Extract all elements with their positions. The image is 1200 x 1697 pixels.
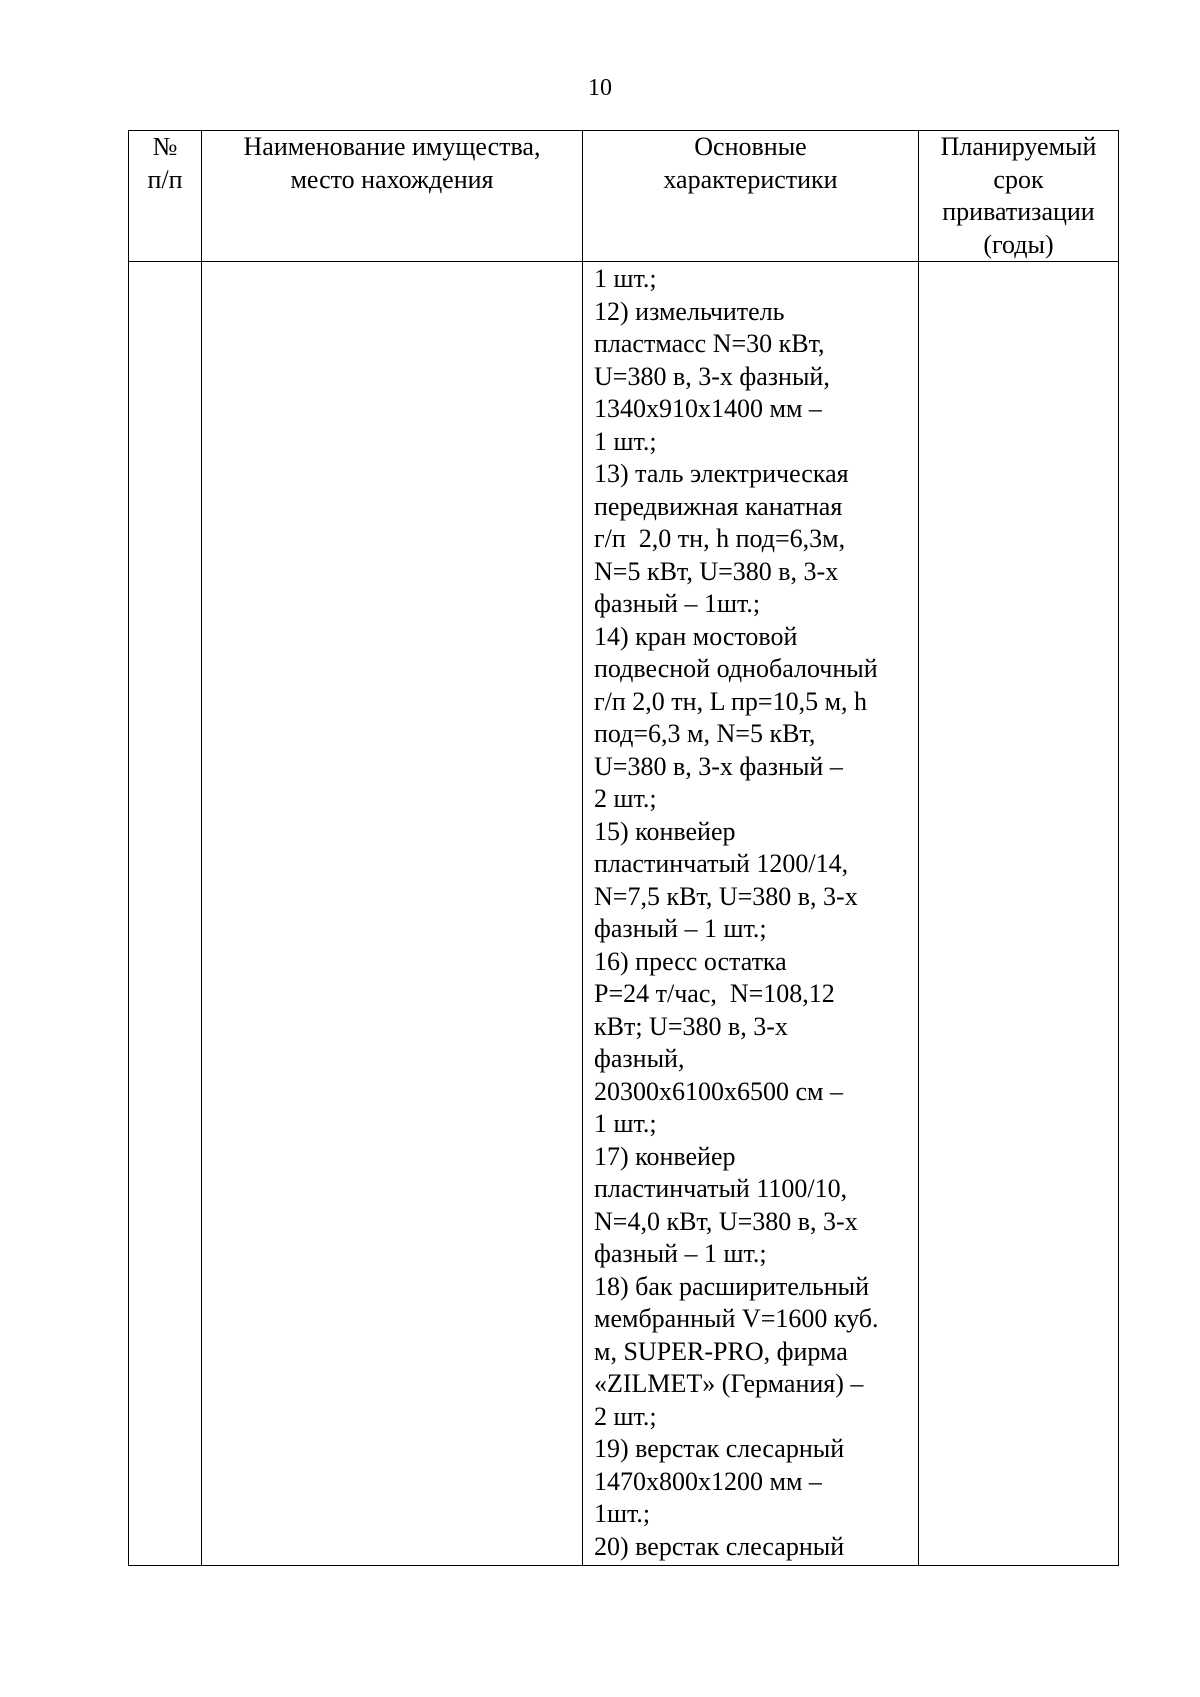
characteristics-line: пластинчатый 1200/14, [594,849,849,878]
characteristics-line: 1 шт.; [594,1109,657,1138]
characteristics-line: U=380 в, 3-х фазный – [594,751,843,781]
header-characteristics-line: характеристики [663,164,838,194]
header-characteristics [583,131,919,262]
cell-name [202,262,583,1566]
header-term-line: срок [993,164,1044,194]
characteristics-line: N=5 кВт, U=380 в, 3-х [594,556,839,586]
characteristics-line: N=4,0 кВт, U=380 в, 3-х [594,1206,858,1236]
characteristics-line: 12) измельчитель [594,296,785,326]
header-term-line: (годы) [983,229,1054,259]
characteristics-line: 1шт.; [594,1499,651,1528]
characteristics-line: г/п 2,0 тн, L пр=10,5 м, h [594,686,868,716]
characteristics-line: 20300х6100х6500 см – [594,1076,843,1106]
page-number: 10 [588,75,612,101]
header-name-line: место нахождения [290,164,494,194]
characteristics-line: 1 шт.; [594,426,657,456]
characteristics-line: м, SUPER-PRO, фирма [594,1336,848,1366]
property-table [128,130,1119,1566]
header-name-line: Наименование имущества, [243,132,541,161]
characteristics-line: 17) конвейер [594,1141,736,1171]
header-name [202,131,583,262]
characteristics-line: N=7,5 кВт, U=380 в, 3-х [594,881,858,911]
cell-term [919,262,1119,1566]
header-term-line: Планируемый [940,132,1097,161]
header-term [919,131,1119,262]
characteristics-line: под=6,3 м, N=5 кВт, [594,719,816,748]
characteristics-line: пластинчатый 1100/10, [594,1174,848,1203]
characteristics-line: «ZILMET» (Германия) – [594,1369,864,1398]
characteristics-line: U=380 в, 3-х фазный, [594,361,830,391]
cell-number [129,262,202,1566]
characteristics-line: 2 шт.; [594,784,657,813]
header-number-line: п/п [147,164,183,194]
characteristics-line: Р=24 т/час, N=108,12 [594,979,835,1008]
characteristics-line: 15) конвейер [594,816,736,846]
characteristics-line: передвижная канатная [594,491,843,521]
characteristics-line: мембранный V=1600 куб. [594,1304,879,1333]
characteristics-line: 14) кран мостовой [594,621,798,651]
characteristics-line: 19) верстак слесарный [594,1434,845,1463]
characteristics-line: фазный – 1 шт.; [594,914,767,943]
header-number-line: № [152,132,178,161]
characteristics-line: кВт; U=380 в, 3-х [594,1011,788,1041]
header-number [129,131,202,262]
characteristics-line: 20) верстак слесарный [594,1531,845,1561]
characteristics-line: 1470х800х1200 мм – [594,1466,822,1496]
cell-characteristics [583,262,919,1566]
characteristics-line: 16) пресс остатка [594,946,787,976]
characteristics-line: подвесной однобалочный [594,654,878,683]
characteristics-line: фазный, [594,1044,685,1073]
characteristics-line: 2 шт.; [594,1401,657,1431]
characteristics-line: г/п 2,0 тн, h под=6,3м, [594,524,846,553]
table-row [129,262,1119,1566]
characteristics-line: фазный – 1 шт.; [594,1239,767,1268]
characteristics-line: 1 шт.; [594,264,657,293]
characteristics-list [594,263,918,1563]
table-header-row [129,131,1119,262]
header-term-line: приватизации [942,197,1095,226]
header-characteristics-line: Основные [694,132,807,161]
characteristics-line: 1340х910х1400 мм – [594,394,822,423]
characteristics-line: фазный – 1шт.; [594,589,761,618]
characteristics-line: пластмасс N=30 кВт, [594,329,825,358]
characteristics-line: 13) таль электрическая [594,459,849,488]
characteristics-line: 18) бак расширительный [594,1271,870,1301]
